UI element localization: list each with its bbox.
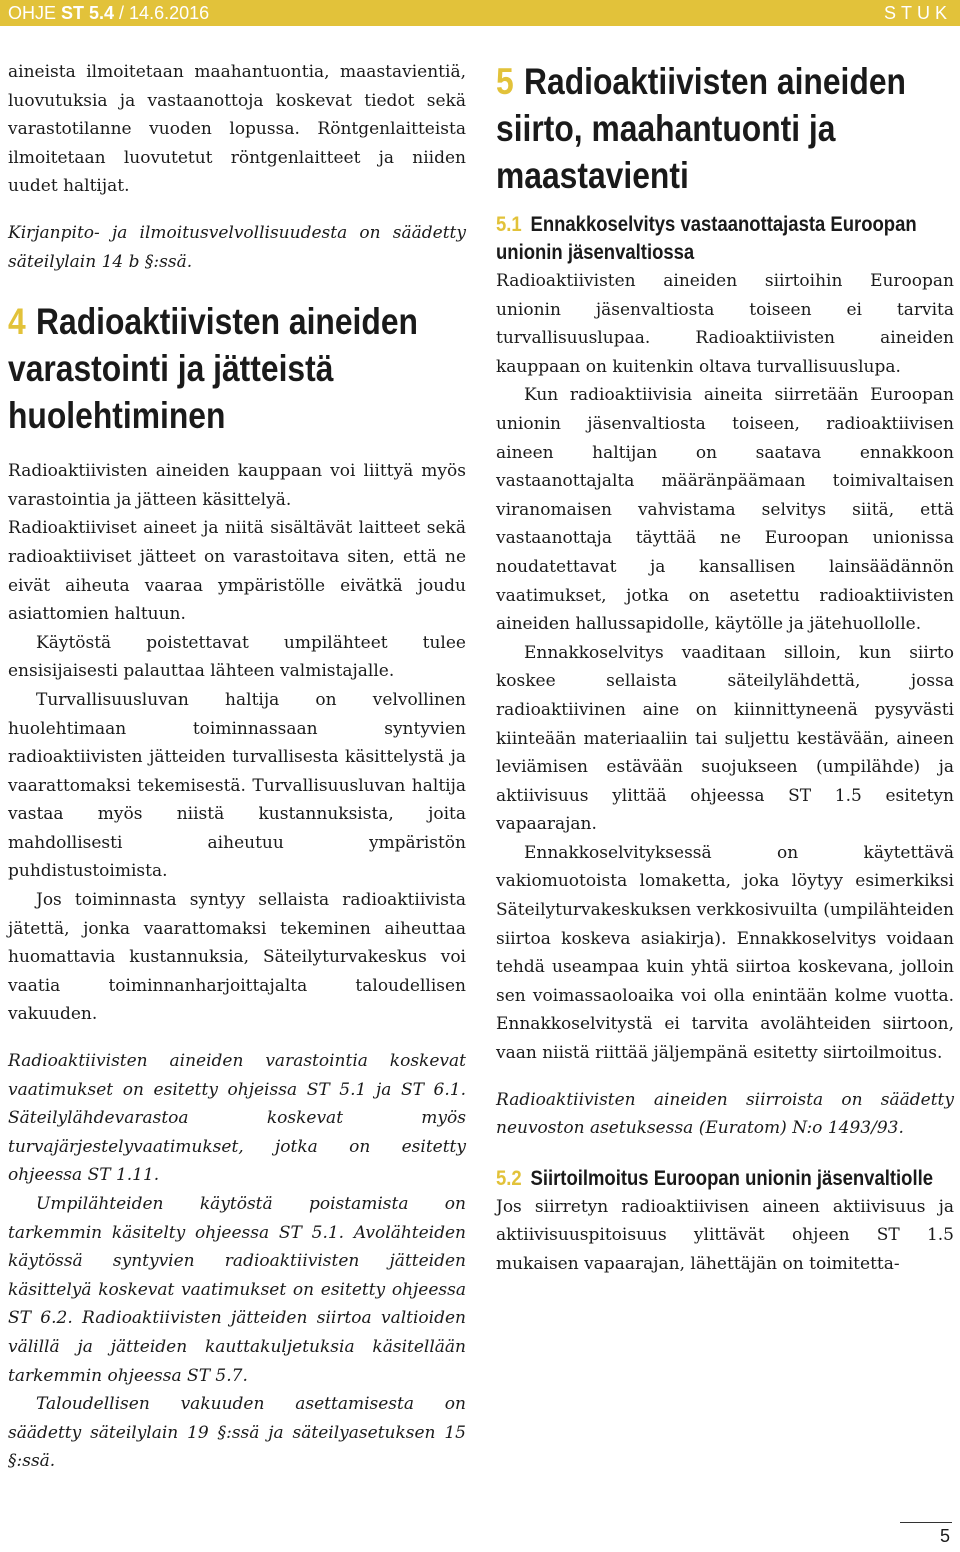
section-5-1-paragraph-4: Ennakkoselvityksessä on käytettävä vakiomuotoista lomaketta, joka löytyy esimerkiksi Säteilyturvakeskuksen verkkosivuilta (umpilähteiden siirtoa koskeva asiakirja). Ennakkoselvitys voidaan tehdä useampaa kuin yhtä siirtoa koskevana, jolloin sen voimassaoloaika voi olla enintään kolme vuotta. Ennakkoselvitystä ei tarvita avolähteiden siirtoon, vaan niistä riittää jäljempänä esitetty siirtoilmoitus. — [496, 842, 954, 1064]
section-4-number: 4 — [8, 301, 26, 343]
section-5-1-title: Ennakkoselvitys vastaanottajasta Euroopan unionin jäsenvaltiossa — [496, 213, 917, 264]
section-4-paragraph-1: Radioaktiivisten aineiden kauppaan voi liittyä myös varastointia ja jätteen käsittelyä. — [8, 461, 466, 510]
section-4-paragraph-2: Radioaktiiviset aineet ja niitä sisältävät laitteet sekä radioaktiiviset jätteet on varastoitava siten, että ne eivät aiheuta vaaraa ympäristölle eivätkä joudu asiattomien haltuun. — [8, 518, 466, 625]
page-number: 5 — [939, 1526, 950, 1546]
section-4-note-1: Radioaktiivisten aineiden varastointia koskevat vaatimukset on esitetty ohjeissa ST 5.1 ja ST 6.1. Säteilylähdevarastoa koskevat myös turvajärjestelyvaatimukset, jotka on esitetty ohjeessa ST 1.11. — [8, 1051, 466, 1186]
document-header — [0, 0, 960, 26]
document-id — [8, 3, 209, 24]
intro-note: Kirjanpito- ja ilmoitusvelvollisuudesta on säädetty säteilylain 14 b §:ssä. — [8, 222, 466, 272]
section-5-1-paragraph-3: Ennakkoselvitys vaaditaan silloin, kun siirto koskee sellaista säteilylähdettä, jossa radioaktiivinen aine on kiinnittyneenä pysyvästi kiinteään materiaaliin tai suljettu kestävään, aineen leviämisen estävään suojukseen (umpilähde) ja aktiivisuus ylittää ohjeessa ST 1.5 esitetyn vapaarajan. — [496, 642, 954, 835]
left-column — [8, 58, 466, 1476]
intro-paragraph: aineista ilmoitetaan maahantuontia, maastavientiä, luovutuksia ja vastaanottoja koskevat tiedot sekä varastotilanne vuoden lopussa. Röntgenlaitteista ilmoitetaan luovutetut röntgenlaitteet ja niiden uudet haltijat. — [8, 62, 466, 197]
section-4-paragraph-4: Turvallisuusluvan haltija on velvollinen huolehtimaan toiminnassaan syntyvien radioaktiivisten jätteiden turvallisesta käsittelystä ja vaarattomaksi tekemisestä. Turvallisuusluvan haltija vastaa myös niistä kustannuksista, joita mahdollisesti aiheutuu ympäristön puhdistustoimista. — [8, 689, 466, 882]
section-4-note-2: Umpilähteiden käytöstä poistamista on tarkemmin käsitelty ohjeessa ST 5.1. Avolähteiden käytössä syntyvien radioaktiivisten jätteiden käsittelyä koskevat vaatimukset on esitetty ohjeessa ST 6.2. Radioaktiivisten jätteiden siirtoa valtioiden välillä ja jätteiden kauttakuljetuksia käsitellään tarkemmin ohjeessa ST 5.7. — [8, 1194, 466, 1386]
section-5-2-number: 5.2 — [496, 1166, 522, 1190]
right-column — [496, 58, 954, 1279]
doc-date: / 14.6.2016 — [114, 3, 210, 23]
section-5-1-note: Radioaktiivisten aineiden siirroista on säädetty neuvoston asetuksessa (Euratom) N:o 1493/93. — [496, 1089, 954, 1139]
section-5-1-paragraph-1: Radioaktiivisten aineiden siirtoihin Euroopan unionin jäsenvaltiosta toiseen ei tarvita turvallisuuslupaa. Radioaktiivisten aineiden kauppaan on kuitenkin oltava turvallisuuslupa. — [496, 271, 954, 377]
section-5-heading — [496, 58, 953, 199]
section-5-2-title: Siirtoilmoitus Euroopan unionin jäsenvaltiolle — [530, 1166, 934, 1190]
org-name: STUK — [883, 3, 952, 23]
section-5-2-paragraph-1: Jos siirretyn radioaktiivisen aineen aktiivisuus ja aktiivisuuspitoisuus ylittävät ohjeen ST 1.5 mukaisen vapaarajan, lähettäjän on toimitetta- — [496, 1196, 954, 1274]
section-4-paragraph-3: Käytöstä poistettavat umpilähteet tulee ensisijaisesti palauttaa lähteen valmistajalle. — [8, 632, 466, 682]
section-5-number: 5 — [496, 61, 514, 102]
footer-rule — [900, 1522, 952, 1523]
section-4-heading — [8, 298, 465, 439]
doc-prefix: OHJE — [8, 3, 62, 23]
section-5-1-paragraph-2: Kun radioaktiivisia aineita siirretään Euroopan unionin jäsenvaltiosta toiseen, radioaktiivisen aineen haltijan on saatava ennakkoon vastaanottajalta määränpäämaan toimivaltaisen viranomaisen vahvistama selvitys siitä, että vastaanottaja täyttää ne Euroopan unionissa noudatettavat ja kansallisen lainsäädännön vaatimukset, jotka on asetettu radioaktiivisten aineiden hallussapidolle, käytölle ja jätehuollolle. — [496, 385, 954, 635]
section-4-title: Radioaktiivisten aineiden varastointi ja jätteistä huolehtiminen — [8, 301, 418, 437]
section-4-note-3: Taloudellisen vakuuden asettamisesta on säädetty säteilylain 19 §:ssä ja säteilyasetuksen 15 §:ssä. — [8, 1394, 466, 1472]
section-5-2-heading — [496, 1165, 955, 1193]
section-4-paragraph-5: Jos toiminnasta syntyy sellaista radioaktiivista jätettä, jonka vaarattomaksi tekeminen aiheuttaa huomattavia kustannuksia, Säteilyturvakeskus voi vaatia toiminnanharjoittajalta taloudellisen vakuuden. — [8, 890, 466, 1025]
section-5-1-number: 5.1 — [496, 213, 522, 236]
section-5-1-heading — [496, 211, 955, 267]
section-5-title: Radioaktiivisten aineiden siirto, maahantuonti ja maastavienti — [496, 61, 906, 196]
doc-code: ST 5.4 — [61, 3, 115, 23]
